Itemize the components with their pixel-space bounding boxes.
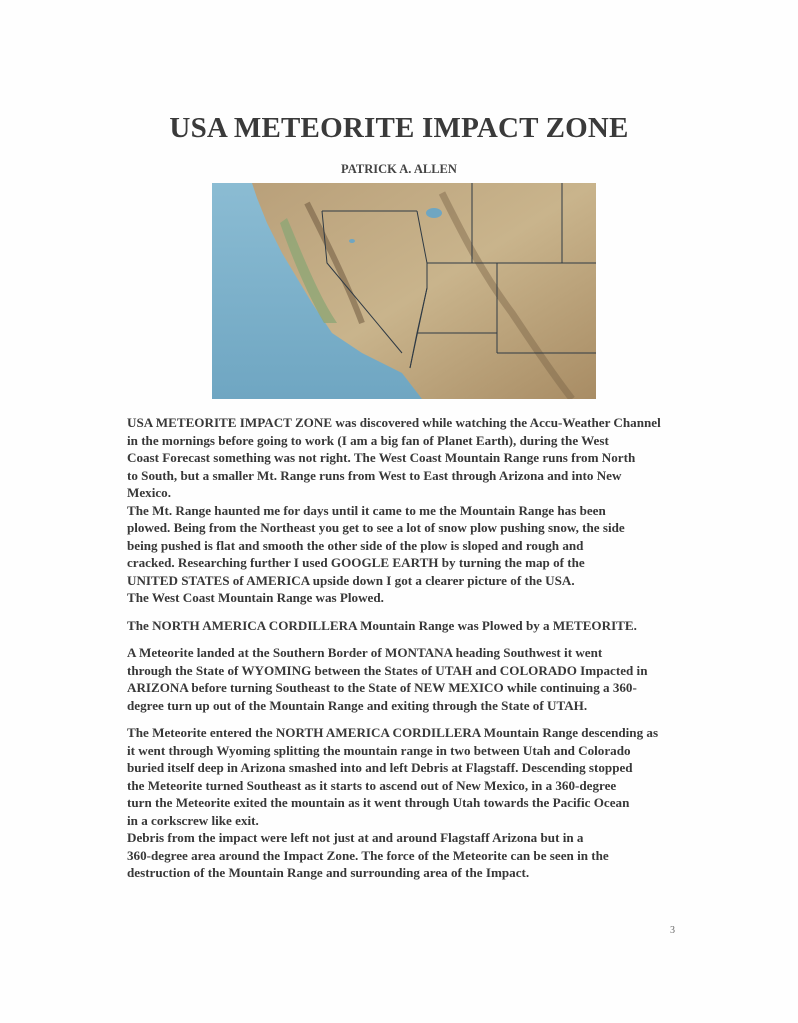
document-title: USA METEORITE IMPACT ZONE xyxy=(169,112,629,144)
text-line: The NORTH AMERICA CORDILLERA Mountain Range was Plowed by a METEORITE. xyxy=(127,617,637,633)
text-line: Mexico. xyxy=(127,485,171,500)
relief-map-icon xyxy=(212,183,596,399)
lake-tahoe xyxy=(349,239,355,243)
text-line: 360-degree area around the Impact Zone. The force of the Meteorite can be seen in the xyxy=(127,847,609,863)
text-line: cracked. Researching further I used GOOGLE EARTH by turning the map of the xyxy=(127,555,585,570)
text-line: it went through Wyoming splitting the mountain range in two between Utah and Colorado xyxy=(127,742,631,758)
text-line: The Meteorite entered the NORTH AMERICA CORDILLERA Mountain Range descending as xyxy=(127,725,659,740)
text-line: through the State of WYOMING between the States of UTAH and COLORADO Impacted in xyxy=(127,662,648,678)
paragraph-1 xyxy=(127,414,687,607)
text-line: Coast Forecast something was not right. The West Coast Mountain Range runs from North xyxy=(127,450,636,465)
text-line: turn the Meteorite exited the mountain as it went through Utah towards the Pacific Ocean xyxy=(127,795,630,810)
text-line: in a corkscrew like exit. xyxy=(127,812,259,828)
relief-map-graphic xyxy=(212,183,596,399)
text-line: buried itself deep in Arizona smashed into and left Debris at Flagstaff. Descending stopped xyxy=(127,760,633,775)
text-line: in the mornings before going to work (I am a big fan of Planet Earth), during the West xyxy=(127,432,609,448)
article-body xyxy=(127,414,687,892)
text-line: to South, but a smaller Mt. Range runs from West to East through Arizona and into New xyxy=(127,467,622,483)
great-salt-lake xyxy=(426,208,442,218)
text-line: Debris from the impact were left not just at and around Flagstaff Arizona but in a xyxy=(127,830,584,845)
text-line: UNITED STATES of AMERICA upside down I got a clearer picture of the USA. xyxy=(127,572,575,588)
text-line: The West Coast Mountain Range was Plowed. xyxy=(127,590,384,605)
paragraph-2 xyxy=(127,617,687,635)
text-line: ARIZONA before turning Southeast to the State of NEW MEXICO while continuing a 360- xyxy=(127,680,637,695)
text-line: the Meteorite turned Southeast as it starts to ascend out of New Mexico, in a 360-degree xyxy=(127,777,617,793)
text-line: USA METEORITE IMPACT ZONE was discovered while watching the Accu-Weather Channel xyxy=(127,415,661,430)
text-line: being pushed is flat and smooth the other side of the plow is sloped and rough and xyxy=(127,537,584,553)
document-author: PATRICK A. ALLEN xyxy=(341,162,457,176)
paragraph-3 xyxy=(127,644,687,714)
text-line: plowed. Being from the Northeast you get to see a lot of snow plow pushing snow, the side xyxy=(127,520,625,535)
paragraph-4 xyxy=(127,724,687,882)
text-line: A Meteorite landed at the Southern Border of MONTANA heading Southwest it went xyxy=(127,645,603,660)
text-line: degree turn up out of the Mountain Range and exiting through the State of UTAH. xyxy=(127,697,588,713)
page-number: 3 xyxy=(670,925,675,936)
text-line: The Mt. Range haunted me for days until it came to me the Mountain Range has been xyxy=(127,502,606,518)
text-line: destruction of the Mountain Range and surrounding area of the Impact. xyxy=(127,865,530,880)
